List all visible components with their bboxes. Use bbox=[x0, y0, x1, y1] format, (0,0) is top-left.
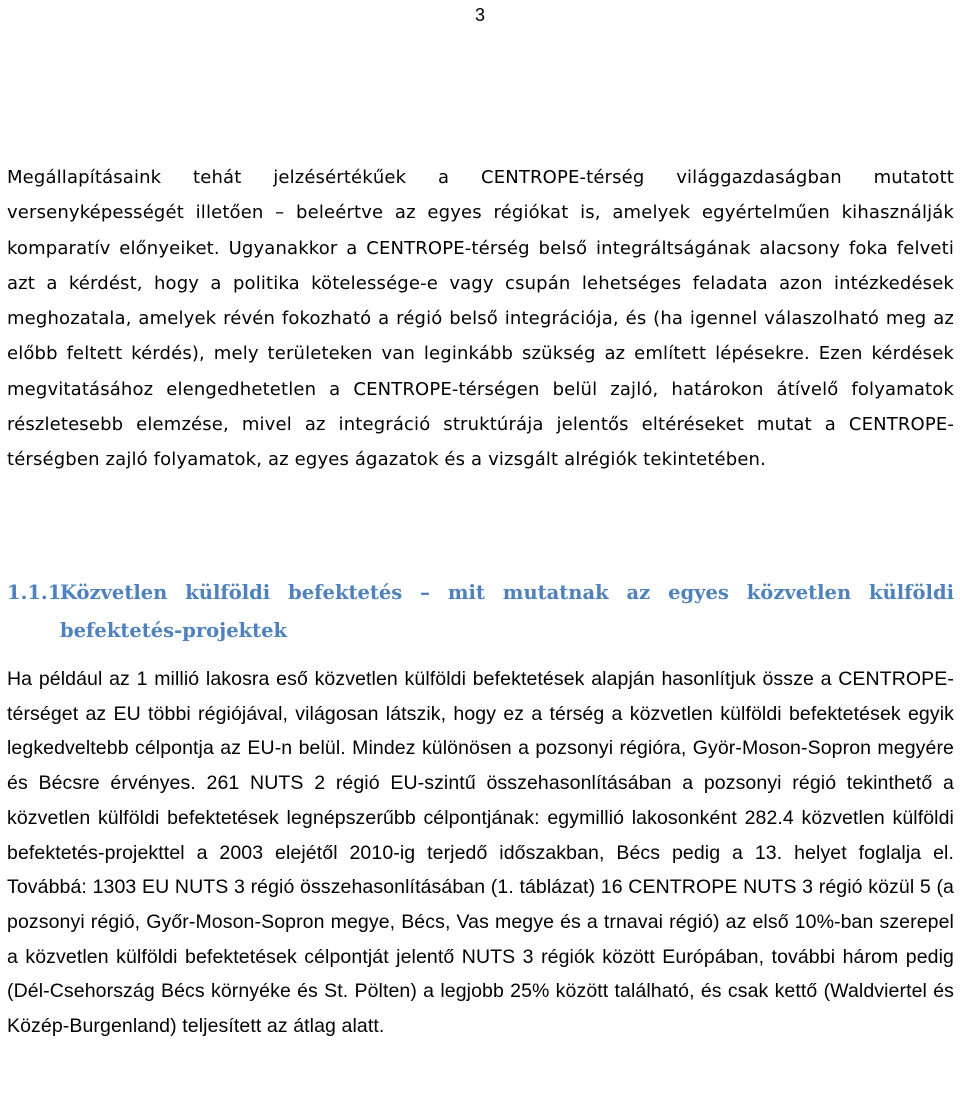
body-paragraph-2: Ha például az 1 millió lakosra eső közvetlen külföldi befektetések alapján hasonlítjuk össze a CENTROPE-térséget az EU többi régiójával, világosan látszik, hogy ez a térség a közvetlen külföldi befektetések egyik legkedveltebb célpontja az EU-n belül. Mindez különösen a pozsonyi régióra, Györ-Moson-Sopron megyére és Bécsre érvényes. 261 NUTS 2 régió EU-szintű összehasonlításában a pozsonyi régió tekinthető a közvetlen külföldi befektetések legnépszerűbb célpontjának: egymillió lakosonként 282.4 közvetlen külföldi befektetés-projekttel a 2003 elejétől 2010-ig terjedő időszakban, Bécs pedig a 13. helyet foglalja el. Továbbá: 1303 EU NUTS 3 régió összehasonlításában (1. táblázat) 16 CENTROPE NUTS 3 régió közül 5 (a pozsonyi régió, Győr-Moson-Sopron megye, Bécs, Vas megye és a trnavai régió) az első 10%-ban szerepel a közvetlen külföldi befektetések célpontját jelentő NUTS 3 régiók között Európában, további három pedig (Dél-Csehország Bécs környéke és St. Pölten) a legjobb 25% között található, és csak kettő (Waldviertel és Közép-Burgenland) teljesített az átlag alatt. bbox=[7, 668, 954, 1038]
section-heading bbox=[7, 574, 954, 650]
page-number: 3 bbox=[474, 5, 485, 25]
body-section-2 bbox=[7, 662, 954, 1044]
section-heading-text: Közvetlen külföldi befektetés – mit mutatnak az egyes közvetlen külföldi befektetés-projektek bbox=[60, 581, 954, 642]
body-section-1 bbox=[7, 160, 954, 478]
body-paragraph-1: Megállapításaink tehát jelzésértékűek a CENTROPE-térség világgazdaságban mutatott versenyképességét illetően – beleértve az egyes régiókat is, amelyek egyértelműen kihasználják komparatív előnyeiket. Ugyanakkor a CENTROPE-térség belső integráltságának alacsony foka felveti azt a kérdést, hogy a politika kötelessége-e vagy csupán lehetséges feladata azon intézkedések meghozatala, amelyek révén fokozható a régió belső integrációja, és (ha igennel válaszolható meg az előbb feltett kérdés), mely területeken van leginkább szükség az említett lépésekre. Ezen kérdések megvitatásához elengedhetetlen a CENTROPE-térségen belül zajló, határokon átívelő folyamatok részletesebb elemzése, mivel az integráció struktúrája jelentős eltéréseket mutat a CENTROPE-térségben zajló folyamatok, az egyes ágazatok és a vizsgált alrégiók tekintetében. bbox=[7, 167, 954, 471]
section-heading-number: 1.1.1. bbox=[7, 581, 69, 604]
